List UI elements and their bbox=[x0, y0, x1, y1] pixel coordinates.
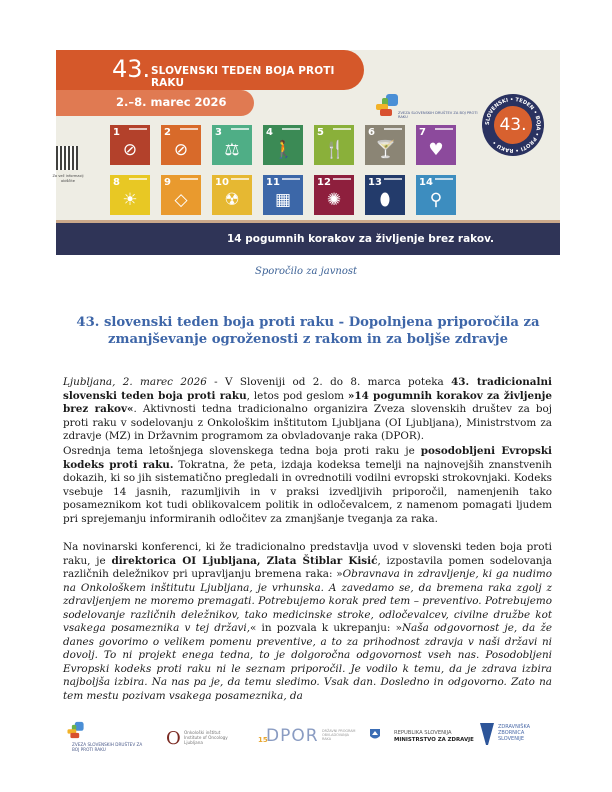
campaign-title: SLOVENSKI TEDEN BOJA PROTI RAKU bbox=[151, 65, 335, 89]
oi-label bbox=[184, 730, 256, 745]
tile-number: 1 bbox=[113, 127, 120, 138]
zveza-logo-label: ZVEZA SLOVENSKIH DRUŠTEV ZA BOJ PROTI RAKU bbox=[398, 111, 478, 120]
zzs-label bbox=[498, 724, 530, 742]
headline-line-1: 43. slovenski teden boja proti raku - Dopolnjena priporočila za bbox=[76, 315, 540, 330]
code-step-tile bbox=[416, 175, 456, 215]
tile-number: 11 bbox=[266, 177, 280, 188]
code-step-tile bbox=[314, 125, 354, 165]
edition-badge bbox=[482, 94, 544, 156]
mz-line-1: REPUBLIKA SLOVENIJA bbox=[394, 730, 452, 736]
p3-quote-1: Obravnava in zdravljenje, ki ga nudimo na Onkološkem inštitutu Ljubljana, je vrhunska. A zavedamo se, da bremena raka zgolj z zdravljenjem ne moremo premagati. Potrebujemo korak pred tem – preventivo. Potrebujemo sodelovanje različnih deležnikov, tako medicinske stroke, odločevalcev, civilne družbe kot vsakega posameznika v tej državi, bbox=[63, 568, 552, 634]
campaign-tagline: 14 pogumnih korakov za življenje brez rakov. bbox=[227, 233, 495, 245]
p3-text-3: « in pozvala k ukrepanju: » bbox=[250, 622, 402, 634]
headline bbox=[56, 314, 560, 348]
tile-number: 8 bbox=[113, 177, 120, 188]
qr-code[interactable] bbox=[56, 146, 78, 170]
logo-zzs bbox=[480, 719, 560, 755]
tile-caption bbox=[129, 128, 147, 130]
campaign-dates: 2.–8. marec 2026 bbox=[116, 95, 227, 109]
tile-number: 5 bbox=[317, 127, 324, 138]
magnifier-icon: ⚲ bbox=[429, 190, 443, 210]
pollution-factory-icon: ▦ bbox=[274, 190, 292, 210]
zzs-line-1: ZDRAVNIŠKA bbox=[498, 724, 531, 730]
zzs-line-2: ZBORNICA bbox=[498, 730, 525, 736]
alcohol-icon: 🍸 bbox=[375, 140, 397, 160]
zveza-label: ZVEZA SLOVENSKIH DRUŠTEV ZA BOJ PROTI RAKU bbox=[72, 742, 143, 752]
code-step-tile bbox=[212, 175, 252, 215]
code-step-tile bbox=[263, 175, 303, 215]
tile-caption bbox=[435, 178, 453, 180]
tile-number: 10 bbox=[215, 177, 229, 188]
caduceus-icon bbox=[480, 723, 494, 745]
tile-number: 6 bbox=[368, 127, 375, 138]
code-step-tile bbox=[110, 175, 150, 215]
fork-knife-icon: 🍴 bbox=[324, 140, 346, 160]
p3-quote-2: Naša odgovornost je, da že danes govorimo o velikem pomenu preventive, a to za prihodnost zdravja v naši državi ni dovolj. To ni projekt enega tedna, to je dolgoročna odgovornost vseh nas. Posodobljeni Evropski kodeks proti raku ni le seznam priporočil. Je vodilo k temu, da je zdrava izbira najboljša izbira. Na nas pa je, da temu sledimo. Vsak dan. Dosledno in odgovorno. Zato na tem mestu pozivam vsakega posameznika, da bbox=[63, 622, 552, 702]
tile-number: 3 bbox=[215, 127, 222, 138]
logo-zveza bbox=[62, 719, 154, 755]
press-release-label: Sporočilo za javnost bbox=[254, 266, 357, 277]
oi-mark-icon: O bbox=[166, 728, 181, 749]
code-step-tile bbox=[263, 125, 303, 165]
sun-icon: ☀ bbox=[122, 190, 138, 210]
badge-ring-text: SLOVENSKI • TEDEN • BOJA • PROTI • RAKU • bbox=[484, 96, 542, 154]
zveza-logo bbox=[374, 90, 494, 130]
p3-bold-1: direktorica OI Ljubljana, Zlata Štiblar Kisić bbox=[111, 554, 378, 567]
tile-caption bbox=[282, 178, 300, 180]
walking-person-icon: 🚶 bbox=[273, 140, 295, 160]
badge-number: 43. bbox=[494, 106, 532, 144]
pills-icon: ⬮ bbox=[379, 190, 391, 210]
tile-number: 9 bbox=[164, 177, 171, 188]
tile-caption bbox=[282, 128, 300, 130]
tile-number: 7 bbox=[419, 127, 426, 138]
oi-line-2: Institute of Oncology bbox=[184, 735, 228, 740]
tile-caption bbox=[231, 128, 249, 130]
no-secondhand-smoke-icon: ⊘ bbox=[173, 140, 189, 160]
hands-icon bbox=[66, 719, 88, 741]
dpor-mark: DPOR bbox=[266, 726, 319, 746]
p1-bold-1: 43. tradicionalni slovenski teden boja proti raku bbox=[63, 376, 552, 402]
radiation-warning-icon: ◇ bbox=[174, 190, 188, 210]
zzs-line-3: SLOVENIJE bbox=[498, 736, 525, 742]
dpor-15-badge: 15 bbox=[258, 736, 268, 744]
p1-text-3: . Aktivnosti tedna tradicionalno organizira Zveza slovenskih društev za boj proti raku v sodelovanju z Onkološkim inštitutom Ljubljana (OI Ljubljana), Ministrstvom za zdravje (MZ) in Državnim programom za obvladovanje raka (DPOR). bbox=[63, 403, 552, 442]
oi-line-3: Ljubljana bbox=[184, 740, 203, 745]
tile-number: 2 bbox=[164, 127, 171, 138]
p1-text-1: - V Sloveniji od 2. do 8. marca poteka bbox=[206, 376, 452, 388]
code-step-tile bbox=[110, 125, 150, 165]
p3-text-2: , izpostavila pomen sodelovanja različnih deležnikov pri upravljanju bremena raka: » bbox=[63, 554, 553, 580]
code-step-tile bbox=[365, 175, 405, 215]
code-step-tile bbox=[161, 175, 201, 215]
p3-text-1: Na novinarski konferenci, ki že tradicionalno predstavlja uvod v slovenski teden boja proti raku, je bbox=[63, 541, 552, 567]
logo-ministrstvo bbox=[370, 719, 480, 755]
tile-number: 14 bbox=[419, 177, 433, 188]
tile-caption bbox=[129, 178, 147, 180]
oi-line-1: Onkološki inštitut bbox=[184, 730, 221, 735]
no-smoking-icon: ⊘ bbox=[122, 140, 138, 160]
code-step-tile bbox=[365, 125, 405, 165]
tile-number: 4 bbox=[266, 127, 273, 138]
breastfeeding-icon: ♥ bbox=[428, 140, 444, 160]
tile-caption bbox=[333, 128, 351, 130]
scale-icon: ⚖ bbox=[224, 140, 240, 160]
p1-slogan: »14 pogumnih korakov za življenje brez rakov« bbox=[63, 389, 552, 415]
tile-caption bbox=[333, 178, 351, 180]
coat-of-arms-icon bbox=[370, 729, 380, 741]
partner-logos bbox=[62, 719, 562, 755]
logo-dpor bbox=[258, 719, 358, 755]
tile-caption bbox=[384, 128, 402, 130]
mz-line-2: MINISTRSTVO ZA ZDRAVJE bbox=[394, 737, 474, 743]
dpor-label: DRŽAVNI PROGRAM OBVLADOVANJA RAKA bbox=[322, 729, 356, 741]
p2-text-1: Osrednja tema letošnjega slovenskega tedna boja proti raku je bbox=[63, 445, 421, 457]
tile-caption bbox=[231, 178, 249, 180]
code-step-tile bbox=[212, 125, 252, 165]
tile-number: 13 bbox=[368, 177, 382, 188]
edition-number: 43. bbox=[112, 55, 151, 83]
code-step-tile bbox=[416, 125, 456, 165]
p2-text-2: Tokratna, že peta, izdaja kodeksa temelji na najnovejših znanstvenih dokazih, ki so jih sistematično pregledali in ovrednotili vodilni evropski strokovnjaki. Kodeks vsebuje 14 jasnih, razumljivih in v praksi izvedljivih priporočil, namenjenih tako posameznikom kot tudi oblikovalcem politik in odločevalcem, z namenom pomagati ljudem pri sprejemanju informiranih odločitev za zmanjšanje tveganja za raka. bbox=[63, 458, 552, 525]
title-band bbox=[56, 50, 364, 90]
dateline: Ljubljana, 2. marec 2026 bbox=[63, 376, 207, 388]
logo-oi bbox=[166, 719, 256, 755]
code-step-tile bbox=[161, 125, 201, 165]
p2-bold-1: posodobljeni Evropski kodeks proti raku. bbox=[63, 445, 552, 471]
radon-house-icon: ☢ bbox=[224, 190, 240, 210]
code-step-tile bbox=[314, 175, 354, 215]
paragraph-2 bbox=[63, 445, 552, 526]
tile-caption bbox=[180, 128, 198, 130]
campaign-banner bbox=[52, 50, 560, 255]
tagline-band bbox=[56, 223, 560, 255]
tile-number: 12 bbox=[317, 177, 331, 188]
paragraph-1 bbox=[63, 376, 552, 444]
p1-text-2: , letos pod geslom bbox=[246, 389, 348, 402]
date-band bbox=[56, 90, 254, 116]
tile-caption bbox=[180, 178, 198, 180]
qr-caption: Za več informacij obiščite bbox=[52, 174, 84, 183]
tile-caption bbox=[435, 128, 453, 130]
paragraph-3 bbox=[63, 541, 552, 703]
virus-icon: ✺ bbox=[326, 190, 342, 210]
tile-caption bbox=[384, 178, 402, 180]
headline-line-2: zmanjševanje ogroženosti z rakom in za boljše zdravje bbox=[108, 332, 508, 347]
